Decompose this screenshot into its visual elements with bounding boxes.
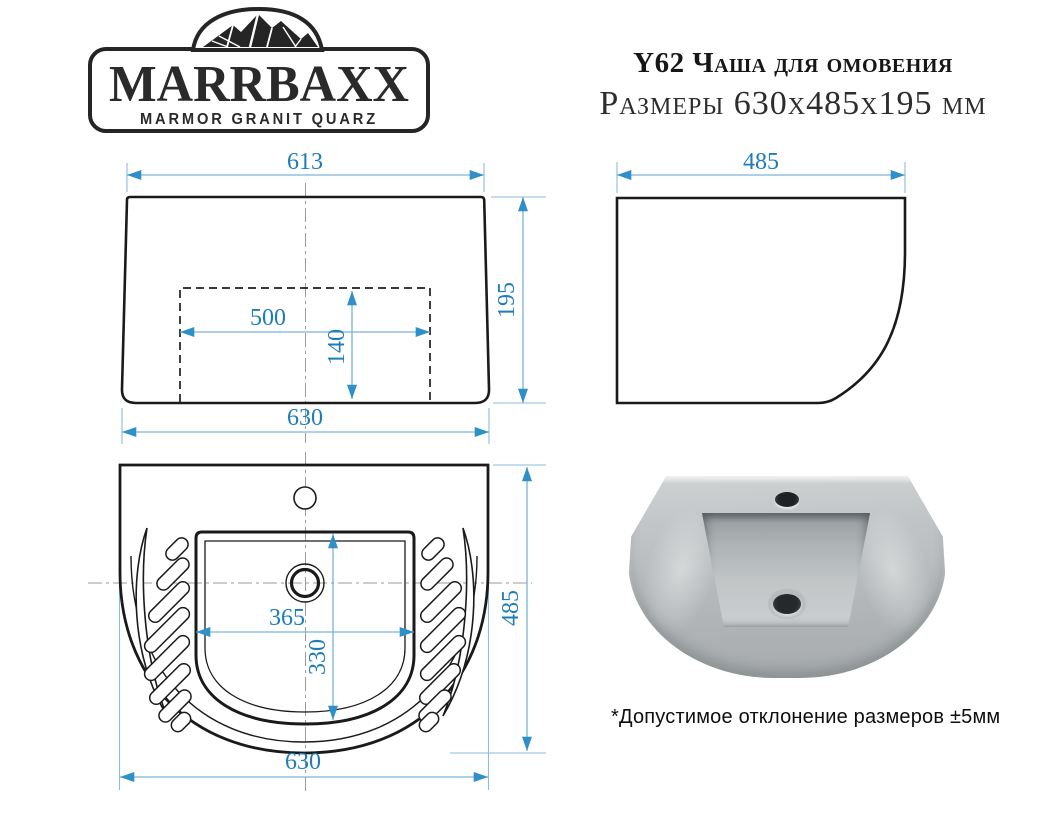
dim-top-overall-width: 630 [285,749,321,775]
tolerance-note: *Допустимое отклонение размеров ±5мм [611,706,1001,728]
side-outline [617,198,905,403]
side-view-drawing [617,198,905,403]
dim-top-bowl-depth: 330 [305,639,331,675]
top-view-drawing [88,452,532,793]
drain-hole [773,594,801,614]
dim-front-top-width: 613 [287,149,323,175]
dim-front-inner-width: 500 [250,305,286,331]
dim-front-bottom-width: 630 [287,405,323,431]
dim-top-overall-depth: 485 [498,590,524,626]
brand-logo [90,9,428,131]
dimensions [120,149,905,777]
left-drainboard [136,528,194,734]
page-subtitle: Размеры 630х485х195 мм [599,84,987,122]
dim-front-inner-height: 140 [324,329,350,365]
sink-body [628,476,946,678]
brand-name: MARRBAXX [109,56,409,113]
front-view-drawing [122,183,489,443]
product-photo [628,476,946,678]
dim-top-bowl-width: 365 [269,605,305,631]
right-drainboard [416,528,474,734]
dim-front-height: 195 [494,282,520,318]
brand-tagline: MARMOR GRANIT QUARZ [140,111,378,128]
faucet-hole [775,492,799,507]
faucet-hole-outline [294,487,316,509]
dim-side-depth: 485 [743,149,779,175]
page-title: Y62 Чаша для омовения [633,47,953,79]
